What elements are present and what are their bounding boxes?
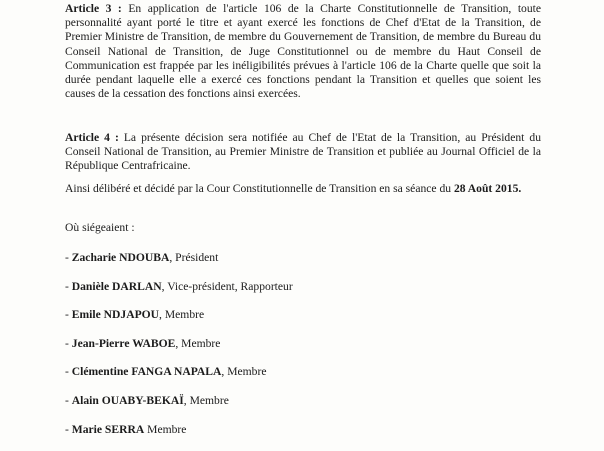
member-role: Membre (144, 422, 187, 436)
closing-text: Ainsi délibéré et décidé par la Cour Constitutionnelle de Transition en sa séance du (65, 182, 454, 195)
member-item: - Zacharie NDOUBA, Président (65, 251, 219, 264)
member-last-name: WABOE (132, 336, 176, 350)
article-4-text: La présente décision sera notifiée au Chef de l'Etat de la Transition, au Président du Conseil National de Transition, au Premier Ministre de Transition et publiée au Journal Officiel de la République Centrafricaine. (65, 131, 541, 173)
member-first-name: Danièle (71, 279, 113, 293)
member-last-name: NDOUBA (119, 251, 170, 264)
closing-statement (65, 182, 541, 196)
member-role: , Président (169, 251, 219, 264)
session-date: 28 Août 2015 (453, 182, 519, 195)
member-item: - Danièle DARLAN, Vice-président, Rapporteur (65, 279, 293, 293)
member-item: - Clémentine FANGA NAPALA, Membre (65, 365, 267, 379)
member-role: , Vice-président, Rapporteur (161, 279, 293, 293)
article-3-tag: Article 3 : (65, 2, 122, 15)
member-first-name: Jean-Pierre (71, 336, 133, 350)
member-item: - Jean-Pierre WABOE, Membre (65, 336, 221, 350)
member-role: , Membre (221, 365, 267, 379)
member-last-name: FANGA NAPALA (131, 365, 222, 379)
member-first-name: Clémentine (71, 365, 132, 379)
member-last-name: OUABY-BEKAÏ (101, 393, 184, 407)
member-item: - Emile NDJAPOU, Membre (65, 308, 205, 322)
member-last-name: DARLAN (112, 279, 162, 293)
member-first-name: Alain (71, 393, 102, 407)
article-4 (65, 131, 541, 174)
closing-end: . (518, 182, 522, 195)
member-last-name: NDJAPOU (103, 308, 160, 322)
article-3-text: En application de l'article 106 de la Charte Constitutionnelle de Transition, toute personnalité ayant porté le titre et ayant exercé les fonctions de Chef d'Etat de la Transition, de Premier Ministre de Transition, de membre du Gouvernement de Transition, de membre du Bureau du Conseil National de Transition, de Juge Constitutionnel ou de membre du Haut Conseil de Communication est frappée par les inéligibilités prévues à l'article 106 de la Charte quelle que soit la durée pendant laquelle elle a exercé ces fonctions pendant la Transition et quelles que soient les causes de la cessation des fonctions ainsi exercées. (65, 2, 542, 101)
article-3 (65, 2, 541, 101)
member-role: , Membre (175, 336, 221, 350)
member-first-name: Emile (71, 308, 104, 322)
member-item: - Marie SERRA Membre (65, 422, 187, 436)
article-4-tag: Article 4 : (65, 131, 119, 144)
member-item: - Alain OUABY-BEKAÏ, Membre (65, 393, 229, 407)
members-list (65, 251, 293, 451)
member-role: , Membre (183, 393, 229, 407)
member-role: , Membre (159, 308, 205, 322)
member-first-name: Marie (71, 422, 105, 436)
member-last-name: SERRA (104, 422, 145, 436)
member-first-name: Zacharie (71, 251, 120, 264)
members-heading: Où siégeaient : (65, 221, 135, 234)
